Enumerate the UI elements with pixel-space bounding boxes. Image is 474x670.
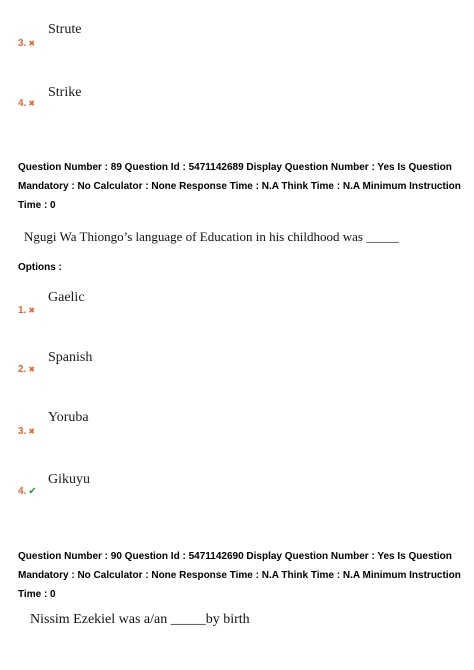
cross-icon: ✖ (28, 306, 36, 315)
meta-line: Time : 0 (18, 589, 56, 600)
meta-line: Time : 0 (18, 200, 56, 211)
cross-icon: ✖ (28, 365, 36, 374)
meta-line: Mandatory : No Calculator : None Response Time : N.A Think Time : N.A Minimum Instruction (18, 181, 461, 192)
option-number: 4. (18, 486, 27, 497)
meta-line: Question Number : 90 Question Id : 5471142690 Display Question Number : Yes Is Question (18, 551, 452, 562)
option-number-wrap (18, 38, 35, 49)
option-number: 2. (18, 364, 27, 375)
option-text: Gikuyu (48, 472, 90, 487)
option-number-wrap (18, 364, 35, 375)
option-number-wrap (18, 486, 37, 497)
option-number: 3. (18, 38, 27, 49)
option-number-wrap (18, 426, 35, 437)
option-number-wrap (18, 305, 35, 316)
question-meta (18, 158, 464, 215)
options-label: Options : (18, 262, 62, 273)
question-meta (18, 547, 464, 604)
meta-line: Mandatory : No Calculator : None Response Time : N.A Think Time : N.A Minimum Instruction (18, 570, 461, 581)
question-text: Nissim Ezekiel was a/an _____by birth (30, 612, 250, 627)
meta-line: Question Number : 89 Question Id : 5471142689 Display Question Number : Yes Is Question (18, 162, 452, 173)
question-text: Ngugi Wa Thiongo’s language of Education in his childhood was _____ (24, 229, 399, 244)
cross-icon: ✖ (28, 39, 36, 48)
option-number: 3. (18, 426, 27, 437)
option-text: Spanish (48, 350, 93, 365)
option-text: Gaelic (48, 290, 85, 305)
check-icon: ✔ (28, 486, 37, 497)
option-number-wrap (18, 98, 35, 109)
option-text: Yoruba (48, 410, 89, 425)
option-number: 1. (18, 305, 27, 316)
cross-icon: ✖ (28, 427, 36, 436)
option-number: 4. (18, 98, 27, 109)
cross-icon: ✖ (28, 99, 36, 108)
option-text: Strute (48, 22, 82, 37)
option-text: Strike (48, 85, 82, 100)
